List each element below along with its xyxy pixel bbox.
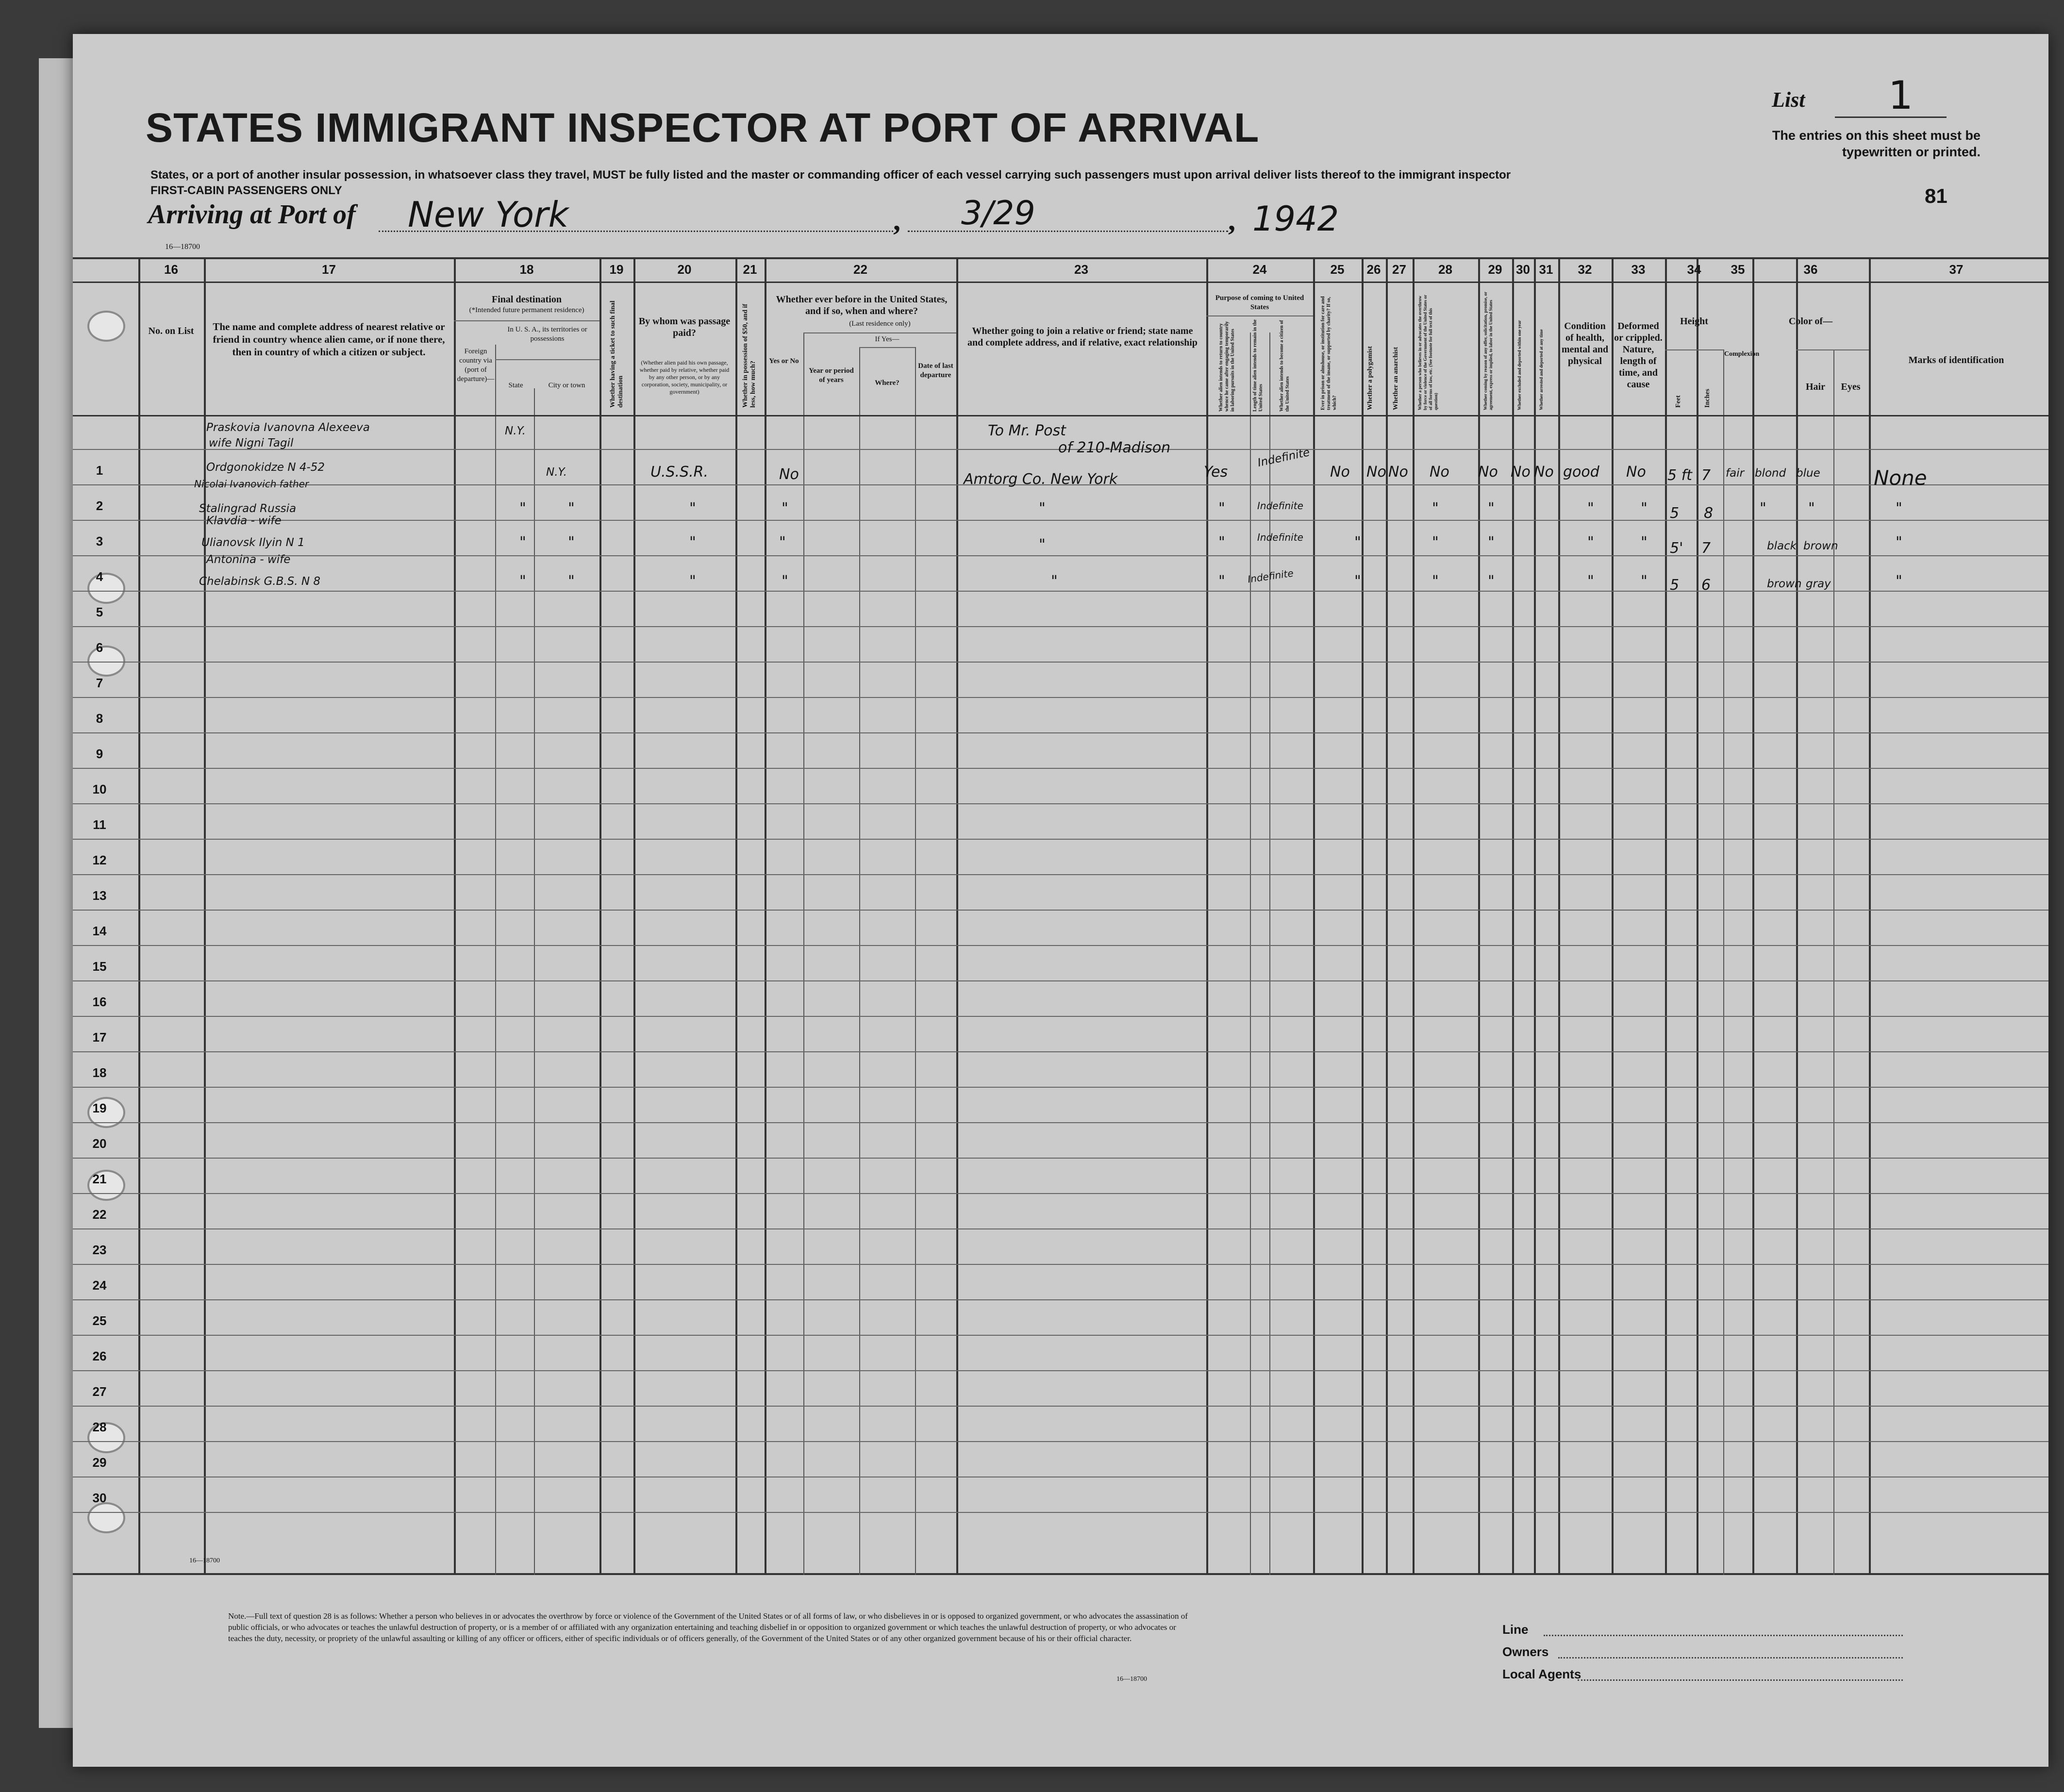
typewritten-instructions: The entries on this sheet must be typewritten or printed.: [1772, 128, 1981, 159]
header-possession-50: Whether in possession of $50, and if less, how much?: [742, 303, 757, 408]
row-rule: [73, 910, 2048, 911]
row-rule: [73, 803, 2048, 804]
ditto-mark: ": [519, 534, 526, 551]
header-if-yes: If Yes—: [875, 335, 899, 343]
joining-value: Amtorg Co. New York: [964, 471, 1118, 488]
header-question-30: Whether excluded and deported within one year: [1517, 320, 1522, 410]
row-number: 29: [92, 1455, 107, 1470]
page-title: STATES IMMIGRANT INSPECTOR AT PORT OF ARRIVAL: [146, 105, 1260, 150]
header-state: State: [508, 382, 523, 389]
row-rule: [73, 1122, 2048, 1123]
deformed-value: No: [1626, 464, 1646, 481]
line-label: Line: [1502, 1622, 1529, 1637]
purpose-b-value: Indefinite: [1257, 500, 1303, 512]
ditto-mark: ": [1896, 534, 1902, 551]
column-number: 18: [519, 262, 534, 277]
header-last-residence: (Last residence only): [849, 320, 911, 328]
ditto-mark: ": [1218, 534, 1225, 551]
relative-name: Antonina - wife: [206, 553, 291, 566]
column-number: 37: [1949, 262, 1964, 277]
header-height: Height: [1680, 316, 1708, 327]
subtitle-text: States, or a port of another insular possession, in whatsoever class they travel, MUST be fully listed and the master or commanding officer of each vessel carrying such passengers must upon arrival deliver lists thereof to the immigrant inspector: [150, 168, 1511, 182]
row-number: 3: [96, 534, 103, 548]
row-rule: [73, 1370, 2048, 1371]
year-value: 1942: [1252, 199, 1339, 239]
ditto-mark: ": [1432, 534, 1439, 551]
header-feet: Feet: [1675, 395, 1682, 408]
purpose-b-value: Indefinite: [1247, 567, 1295, 585]
ditto-mark: ": [1587, 500, 1594, 517]
header-question-28: Whether a person who believes in or advocates the overthrow by force or violence of the Government of the United States or of all forms of law, etc. (See footnote for full text of this question): [1417, 295, 1438, 410]
passage-value: U.S.S.R.: [650, 464, 709, 481]
row-number: 4: [96, 569, 103, 584]
date-line: [908, 231, 1228, 232]
header-eyes: Eyes: [1841, 382, 1861, 392]
column-number: 20: [677, 262, 692, 277]
purpose-a-value: Yes: [1204, 464, 1228, 481]
row-number: 5: [96, 605, 103, 619]
ditto-mark: ": [689, 500, 696, 517]
header-condition: Condition of health, mental and physical: [1561, 321, 1609, 366]
ditto-mark: ": [1354, 573, 1361, 590]
joining-value: of 210-Madison: [1058, 439, 1171, 456]
ditto-mark: ": [1587, 534, 1594, 551]
separator-comma: ,: [1228, 204, 1235, 236]
relative-address: Stalingrad Russia: [199, 502, 297, 515]
header-foreign-country: Foreign country via (port of departure)—: [457, 348, 495, 383]
owners-label: Owners: [1502, 1644, 1549, 1659]
ditto-mark: ": [1760, 500, 1766, 517]
row-number: 30: [92, 1491, 107, 1505]
column-number: 22: [853, 262, 867, 277]
complexion-value: fair: [1726, 467, 1745, 480]
relative-name: Nicolai Ivanovich father: [194, 478, 309, 490]
eyes-value: blue: [1796, 467, 1820, 480]
ditto-mark: ": [782, 573, 788, 590]
relative-name: Praskovia Ivanovna Alexeeva: [206, 421, 370, 434]
ditto-mark: ": [1218, 500, 1225, 517]
feet-value: 5: [1670, 505, 1680, 522]
row-number: 13: [92, 888, 107, 903]
relative-name: Klavdia - wife: [206, 514, 282, 527]
question-28-value: No: [1430, 464, 1449, 481]
prison-value: No: [1330, 464, 1350, 481]
inches-value: 6: [1701, 577, 1711, 594]
ever-before-value: No: [779, 466, 799, 483]
feet-value: 5 ft: [1667, 467, 1692, 484]
row-rule: [73, 520, 2048, 521]
header-hair: Hair: [1806, 382, 1825, 392]
inches-value: 7: [1701, 467, 1711, 484]
column-number: 27: [1392, 262, 1406, 277]
row-number: 25: [92, 1313, 107, 1328]
local-agents-label: Local Agents: [1502, 1667, 1581, 1681]
ditto-mark: ": [568, 534, 575, 551]
column-number: 21: [743, 262, 757, 277]
header-ever-before: Whether ever before in the United States, and if so, when and where?: [776, 294, 948, 316]
ditto-mark: ": [1488, 573, 1495, 590]
ditto-mark: ": [568, 500, 575, 517]
header-question-29: Whether coming by reason of any offer, solicitation, promise, or agreement, express or implied, to labor in the United States: [1483, 292, 1493, 410]
row-number: 9: [96, 747, 103, 761]
row-number: 23: [92, 1243, 107, 1257]
column-number: 33: [1631, 262, 1646, 277]
state-value: N.Y.: [505, 425, 526, 437]
ditto-mark: ": [1354, 534, 1361, 551]
ditto-mark: ": [1896, 500, 1902, 517]
header-complexion: Complexion: [1724, 350, 1760, 358]
date-value: 3/29: [961, 194, 1035, 232]
header-in-usa: In U. S. A., its territories or possessions: [507, 326, 587, 343]
row-rule: [73, 732, 2048, 733]
column-number: 19: [609, 262, 624, 277]
sheet-backing: [39, 58, 78, 1728]
table-form-number: 16—18700: [189, 1557, 220, 1564]
line-field[interactable]: [1544, 1635, 1903, 1636]
ditto-mark: ": [1039, 536, 1046, 553]
relative-address: wife Nigni Tagil: [209, 437, 294, 449]
column-number: 25: [1330, 262, 1345, 277]
header-purpose-a: Whether alien intends to return to country whence he came after engaging temporarily in laboring pursuits in the United States: [1218, 321, 1235, 412]
row-rule: [73, 662, 2048, 663]
row-rule: [73, 1441, 2048, 1442]
row-number: 19: [92, 1101, 107, 1115]
header-yes-no: Yes or No: [769, 357, 799, 365]
header-color-of: Color of—: [1788, 316, 1833, 327]
header-deformed: Deformed or crippled. Nature, length of time, and cause: [1614, 321, 1663, 390]
row-number: 17: [92, 1030, 107, 1045]
row-rule: [73, 1016, 2048, 1017]
row-number: 27: [92, 1384, 107, 1399]
row-rule: [73, 1193, 2048, 1194]
row-number: 15: [92, 959, 107, 974]
ditto-mark: ": [1432, 573, 1439, 590]
question-31-value: No: [1534, 464, 1554, 481]
row-number: 21: [92, 1172, 107, 1186]
ditto-mark: ": [1808, 500, 1815, 517]
list-value: 1: [1888, 73, 1913, 118]
row-number: 2: [96, 498, 103, 513]
header-passage-note: (Whether alien paid his own passage, whether paid by relative, whether paid by any other person, or by any corporation, society, municipality, or government): [639, 359, 730, 395]
subtitle-class: FIRST-CABIN PASSENGERS ONLY: [150, 184, 342, 197]
eyes-value: gray: [1806, 578, 1831, 590]
page-number: 81: [1925, 184, 1947, 207]
question-30-value: No: [1511, 464, 1531, 481]
port-label: Arriving at Port of: [148, 199, 356, 230]
header-city: City or town: [548, 382, 585, 389]
owners-field[interactable]: [1558, 1657, 1903, 1659]
column-number: 28: [1438, 262, 1452, 277]
row-rule: [73, 1158, 2048, 1159]
ditto-mark: ": [1432, 500, 1439, 517]
header-prison: Ever in prison or almshouse, or institution for care and treatment of the insane, or supported by charity? If so, which?: [1320, 296, 1337, 410]
row-rule: [73, 1087, 2048, 1088]
row-number: 8: [96, 711, 103, 726]
column-number: 24: [1252, 262, 1267, 277]
row-rule: [73, 697, 2048, 698]
header-final-destination: Final destination: [492, 294, 562, 305]
row-rule: [73, 874, 2048, 875]
header-purpose-b: Length of time alien intends to remain in the United States: [1252, 319, 1264, 412]
polygamist-value: No: [1366, 464, 1386, 481]
header-inches: Inches: [1704, 389, 1711, 408]
ditto-mark: ": [1641, 573, 1648, 590]
row-rule: [73, 1051, 2048, 1052]
column-number: 16: [164, 262, 178, 277]
row-rule: [73, 1299, 2048, 1300]
ditto-mark: ": [1641, 534, 1648, 551]
ditto-mark: ": [1039, 500, 1046, 517]
row-number: 22: [92, 1207, 107, 1222]
column-number: 31: [1539, 262, 1553, 277]
row-rule: [73, 768, 2048, 769]
footer-form-number: 16—18700: [1116, 1676, 1147, 1683]
row-rule: [73, 980, 2048, 981]
relative-address: Ulianovsk Ilyin N 1: [201, 536, 305, 549]
list-label: List: [1772, 88, 1805, 112]
row-number: 16: [92, 995, 107, 1009]
column-number: 17: [322, 262, 336, 277]
column-number: 34: [1687, 262, 1701, 277]
footnote-question-28: Note.—Full text of question 28 is as follows: Whether a person who believes in or advocates the overthrow by force or violence of the Government of the United States or of all forms of law, or who disbelieves in or is opposed to organized government, or who advocates the assassination of public officials, or who advocates or teaches the unlawful destruction of property, or is a member of or affiliated with any organization entertaining and teaching disbelief in or opposition to organized government or which teaches the unlawful destruction of property, or who advocates or teaches the duty, necessity, or propriety of the unlawful assaulting or killing of any officer or officers, either of specific individuals or of officers generally, of the Government of the United States or of any other organized government because of his or their official character.: [228, 1611, 1188, 1643]
ditto-mark: ": [1218, 573, 1225, 590]
anarchist-value: No: [1388, 464, 1408, 481]
row-rule: [73, 1512, 2048, 1513]
column-number: 26: [1366, 262, 1381, 277]
column-number: 29: [1488, 262, 1502, 277]
header-year-period: Year or period of years: [809, 367, 854, 384]
row-rule: [73, 1406, 2048, 1407]
header-purpose: Purpose of coming to United States: [1215, 294, 1304, 311]
header-question-31: Whether arrested and deported at any time: [1539, 329, 1544, 410]
header-purpose-c: Whether alien intends to become a citizen of the United States: [1279, 320, 1290, 412]
row-number: 18: [92, 1065, 107, 1080]
row-number: 12: [92, 853, 107, 867]
hair-value: black: [1767, 540, 1797, 552]
local-agents-field[interactable]: [1578, 1679, 1903, 1681]
header-ticket: Whether having a ticket to such final destination: [609, 300, 624, 408]
column-number: 35: [1731, 262, 1745, 277]
row-number: 26: [92, 1349, 107, 1363]
ditto-mark: ": [779, 534, 786, 551]
header-anarchist: Whether an anarchist: [1392, 347, 1399, 410]
purpose-b-value: Indefinite: [1257, 531, 1303, 543]
ditto-mark: ": [519, 573, 526, 590]
row-number: 10: [92, 782, 107, 796]
header-no-on-list: No. on List: [148, 326, 194, 336]
ditto-mark: ": [1051, 573, 1058, 590]
ditto-mark: ": [1488, 500, 1495, 517]
row-rule: [73, 555, 2048, 556]
feet-value: 5: [1670, 577, 1680, 594]
ditto-mark: ": [689, 534, 696, 551]
inches-value: 8: [1704, 505, 1714, 522]
ditto-mark: ": [1641, 500, 1648, 517]
row-rule: [73, 945, 2048, 946]
ditto-mark: ": [519, 500, 526, 517]
row-number: 14: [92, 924, 107, 938]
row-number: 11: [93, 817, 106, 832]
row-rule: [73, 1335, 2048, 1336]
question-29-value: No: [1478, 464, 1498, 481]
header-polygamist: Whether a polygamist: [1366, 346, 1374, 410]
header-date-departure: Date of last departure: [918, 362, 953, 379]
row-number: 24: [92, 1278, 107, 1293]
ditto-mark: ": [782, 500, 788, 517]
column-number: 23: [1074, 262, 1088, 277]
header-final-destination-note: (*Intended future permanent residence): [469, 306, 584, 314]
relative-address: Ordgonokidze N 4-52: [206, 461, 325, 474]
hair-value: blond: [1755, 467, 1786, 480]
ditto-mark: ": [1488, 534, 1495, 551]
row-number: 28: [92, 1420, 107, 1434]
eyes-value: brown: [1803, 540, 1838, 552]
header-passage-paid: By whom was passage paid?: [638, 316, 731, 338]
row-rule: [73, 591, 2048, 592]
header-where: Where?: [875, 379, 899, 387]
row-rule: [73, 1228, 2048, 1229]
row-number: 20: [92, 1136, 107, 1151]
ditto-mark: ": [689, 573, 696, 590]
inches-value: 7: [1701, 540, 1711, 557]
condition-value: good: [1563, 464, 1599, 481]
row-number: 1: [96, 463, 103, 478]
header-joining: Whether going to join a relative or friend; state name and complete address, and if relative, exact relationship: [967, 326, 1198, 348]
ditto-mark: ": [1587, 573, 1594, 590]
purpose-b-value: Indefinite: [1256, 446, 1311, 470]
row-number: 6: [96, 640, 103, 655]
city-value: N.Y.: [546, 466, 567, 479]
separator-comma: ,: [893, 204, 900, 236]
row-number: 7: [96, 676, 103, 690]
column-number: 30: [1516, 262, 1530, 277]
header-marks: Marks of identification: [1908, 355, 2004, 365]
port-value: New York: [408, 194, 569, 235]
ditto-mark: ": [568, 573, 575, 590]
page-subtitle: [150, 167, 1704, 199]
header-nearest-relative: The name and complete address of nearest relative or friend in country whence alien came, or if none there, then in country of which a citizen or subject.: [213, 321, 445, 358]
list-underline: [1835, 116, 1947, 118]
hair-value: brown: [1767, 578, 1802, 590]
marks-value: None: [1874, 466, 1927, 490]
form-number: 16—18700: [165, 243, 200, 251]
column-number: 36: [1803, 262, 1818, 277]
joining-value: To Mr. Post: [988, 422, 1066, 439]
ditto-mark: ": [1896, 573, 1902, 590]
row-rule: [73, 839, 2048, 840]
feet-value: 5': [1670, 540, 1683, 557]
column-number: 32: [1578, 262, 1592, 277]
row-rule: [73, 1264, 2048, 1265]
row-rule: [73, 626, 2048, 627]
relative-address: Chelabinsk G.B.S. N 8: [199, 575, 321, 588]
